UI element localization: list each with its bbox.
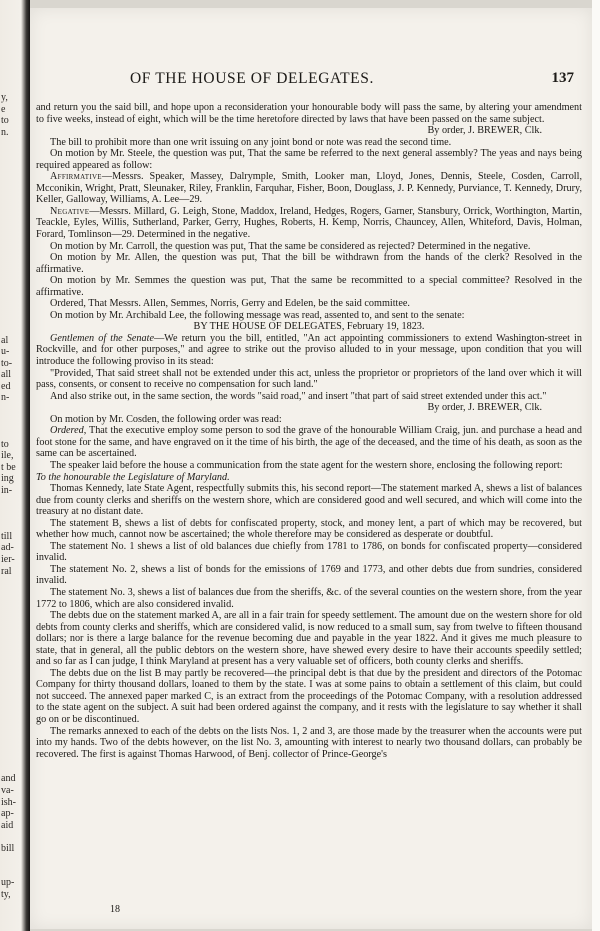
vote-label: Affirmative [50,171,102,183]
paragraph: And also strike out, in the same section, the words "said road," and insert "that part of said street extended under this act." [50,390,547,402]
facing-page-fragment: ty, [1,888,11,900]
vote-negative [36,206,582,241]
facing-page-fragment: ing [1,473,14,485]
order-label: Ordered [50,425,84,437]
message-heading: BY THE HOUSE OF DELEGATES, February 19, 1823. [193,321,425,333]
facing-page-fragment: ap- [1,808,14,820]
facing-page-fragment: till [1,530,13,542]
facing-page-fragment: to [1,438,9,450]
body-text [36,102,582,760]
report-address: To the honourable the Legislature of Maryland. [36,471,230,483]
vote-label: Negative [50,205,90,217]
page [30,8,592,929]
scan-border [592,0,600,931]
order [36,425,582,460]
facing-page-fragment: ed [1,380,11,392]
facing-page-fragment: t be [1,461,16,473]
facing-page-fragment: n. [1,126,9,138]
facing-page-fragment: y, [1,92,8,103]
facing-page-fragment: ral [1,565,12,577]
paragraph: On motion by Mr. Archibald Lee, the following message was read, assented to, and sent to the senate: [50,309,465,321]
paragraph: On motion by Mr. Carroll, the question was put, That the same be considered as rejected? Determined in the negative. [50,240,531,252]
running-head [30,70,592,88]
facing-page-fragment: aid [1,819,14,831]
paragraph: On motion by Mr. Allen, the question was put, That the bill be withdrawn from the hands of the clerk? Resolved in the affirmative. [36,252,582,275]
paragraph: The statement No. 3, shews a list of balances due from the sheriffs, &c. of the several counties on the western shore, from the year 1772 to 1806, which are also considered invalid. [36,586,582,610]
facing-page-fragment: all [1,369,11,381]
facing-page-fragment: ish- [1,796,16,808]
salutation: Gentlemen of the Senate [50,332,154,344]
paragraph: On motion by Mr. Cosden, the following order was read: [50,413,282,425]
vote-affirmative [36,171,582,206]
paragraph: "Provided, That said street shall not be extended under this act, unless the proprietor or proprietors of the land over which it will pass, consents, or consent to receive no compensation for such land." [36,367,582,391]
paragraph: The speaker laid before the house a communication from the state agent for the western shore, enclosing the following report: [50,459,563,471]
paragraph: On motion by Mr. Steele, the question was put, That the same be referred to the next general assembly? The yeas and nays being required appeared as follow: [36,148,582,171]
facing-page-fragment: va- [1,785,14,796]
page-title: OF THE HOUSE OF DELEGATES. [130,70,374,87]
facing-page-fragment: ad- [1,542,14,554]
facing-page-fragment: al [1,334,9,346]
paragraph: and return you the said bill, and hope upon a reconsideration your honourable body will pass the same, by altering your amendment to five weeks, instead of eight, which will be the time heretofore directed by laws that have been passed on the same subject. [36,102,582,125]
facing-page-fragment: n- [1,392,10,404]
message-body [36,333,582,368]
paragraph: The debts due on the statement marked A, are all in a fair train for speedy settlement. The amount due on the western shore for old debts from county clerks and sheriffs, which are considered valid, is now reduced to a small sum, say from twelve to fifteen thousand dollars; nor is there a large balance for the revenue becoming due and payable in the year 1822. And it gives me much pleasure to state, that in general, all the public debtors on the western shore, have shewed every desire to have their accounts speedily settled; and so far as I can judge, I think Maryland at present has a very valuable set of officers, both county clerks and sheriffs. [36,610,582,668]
signature-mark: 18 [110,904,120,915]
order-text: , That the executive employ some person to sod the grave of the honourable William Craig, jun. and purchase a head and foot stone for the same, and have engraved on it the time of his birth, the age of the deceased, and the time of his death, as soon as the same can be ascertained. [36,425,582,460]
paragraph: Ordered, That Messrs. Allen, Semmes, Norris, Gerry and Edelen, be the said committee. [50,298,410,310]
vote-names: —Messrs. Millard, G. Leigh, Stone, Maddox, Ireland, Hedges, Rogers, Garner, Stansbury, Orrick, Worthington, Martin, Teackle, Eyles, Willis, Sutherland, Parker, Gerry, Hughes, Roberts, H. Kemp, Norris, Chauncey, Allen, Whiteford, Davis, Holman, Forard, Tomlinson—29. Determined in the negative. [36,205,582,241]
message-text: —We return you the bill, entitled, "An act appointing commissioners to extend Washington-street in Rockville, and for other purposes," and agree to strike out the proviso alluded to in your message, upon condition that you will introduce the following proviso in its stead: [36,332,582,368]
facing-page-fragment: ier- [1,554,15,565]
paragraph: The debts due on the list B may partly be recovered—the principal debt is that due by the president and directors of the Potomac Company for thirty thousand dollars, loaned to them by the state. I was at some pains to obtain a settlement of this claim, but could not succeed. The annexed paper marked C, is an extract from the proceedings of the Potomac Company, with a resolution addressed to the state agent on the subject. A suit had been ordered against the company, and it rests with the legislature to say whether it shall go on or be discontinued. [36,667,582,725]
paragraph: The statement No. 2, shews a list of bonds for the emissions of 1769 and 1773, and other debts due from sundries, considered invalid. [36,563,582,587]
facing-page-fragment: e [1,103,6,115]
facing-page-fragment: ile, [1,450,14,462]
signature-line: By order, J. BREWER, Clk. [427,402,542,414]
facing-page-fragment: to- [1,357,13,369]
facing-page-fragment: u- [1,346,10,358]
paragraph: The remarks annexed to each of the debts on the lists Nos. 1, 2 and 3, are those made by the treasurer when the accounts were put into my hands. Two of the debts however, on the list No. 3, amounting with interest to nearly two thousand dollars, can probably be recovered. The first is against Thomas Harwood, of Benj. collector of Prince-George's [36,725,582,760]
vote-names: —Messrs. Speaker, Massey, Dalrymple, Smith, Looker man, Lloyd, Jones, Dennis, Steele, Cosden, Carroll, Mcconikin, Wright, Pratt, Sleunaker, Riley, Franklin, Farquhar, Fisher, Boon, Douglass, J. P. Kennedy, Purviance, T. Kennedy, Drury, Keller, Galloway, Williams, A. Lee—29. [36,171,582,206]
signature-line: By order, J. BREWER, Clk. [427,125,542,137]
facing-page-fragment: bill [1,842,15,854]
facing-page-fragment: and [1,773,16,785]
paragraph: Thomas Kennedy, late State Agent, respectfully submits this, his second report—The statement marked A, shews a list of balances due from county clerks and sheriffs on the western shore, which are considered good and well secured, and which will come into the treasury at no distant date. [36,483,582,518]
facing-page-fragment: in- [1,484,13,496]
facing-page-fragment: up- [1,877,15,889]
facing-page-fragment: to [1,115,9,127]
paragraph: The statement No. 1 shews a list of old balances due chiefly from 1781 to 1786, on bonds for confiscated property—considered invalid. [36,540,582,564]
paragraph: On motion by Mr. Semmes the question was put, That the same be recommitted to a special committee? Resolved in the affirmative. [36,275,582,298]
paragraph: The statement B, shews a list of debts for confiscated property, stock, and money lent, a part of which may be recovered, but whether how much, cannot now be ascertained; the whole therefore may be considered as desperate or doubtful. [36,517,582,541]
facing-page-edge [0,0,30,931]
paragraph: The bill to prohibit more than one writ issuing on any joint bond or note was read the second time. [50,136,452,148]
page-number: 137 [551,70,574,86]
